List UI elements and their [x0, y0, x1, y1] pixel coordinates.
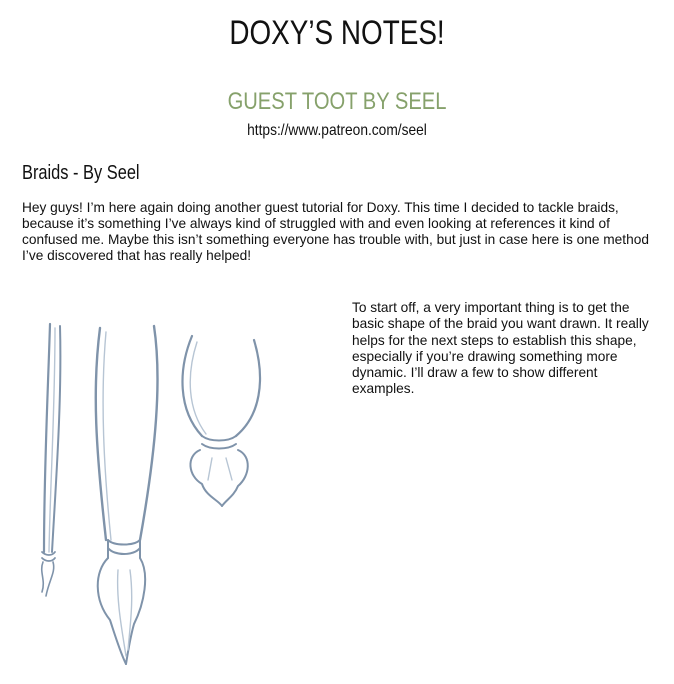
- section-heading: Braids - By Seel: [22, 162, 140, 184]
- braid-shapes-illustration: [22, 300, 272, 684]
- guest-subtitle: GUEST TOOT BY SEEL: [227, 88, 447, 115]
- step-paragraph: To start off, a very important thing is to get the basic shape of the braid you want drawn. It really helps for the next steps to establish this shape, especially if you’re drawing something more dynamic. I’ll draw a few to show different examples.: [352, 300, 649, 397]
- braid-sketch-short: [183, 336, 260, 506]
- page-title: DOXY’S NOTES!: [229, 14, 445, 52]
- patreon-link[interactable]: https://www.patreon.com/seel: [247, 122, 427, 139]
- braid-sketch-long: [96, 326, 158, 664]
- braid-sketch-thin: [42, 324, 61, 596]
- intro-paragraph: Hey guys! I’m here again doing another guest tutorial for Doxy. This time I decided to tackle braids, because it’s something I’ve always kind of struggled with and even looking at references it kind of confused me. Maybe this isn’t something everyone has trouble with, but just in case here is one method I’ve discovered that has really helped!: [22, 200, 649, 263]
